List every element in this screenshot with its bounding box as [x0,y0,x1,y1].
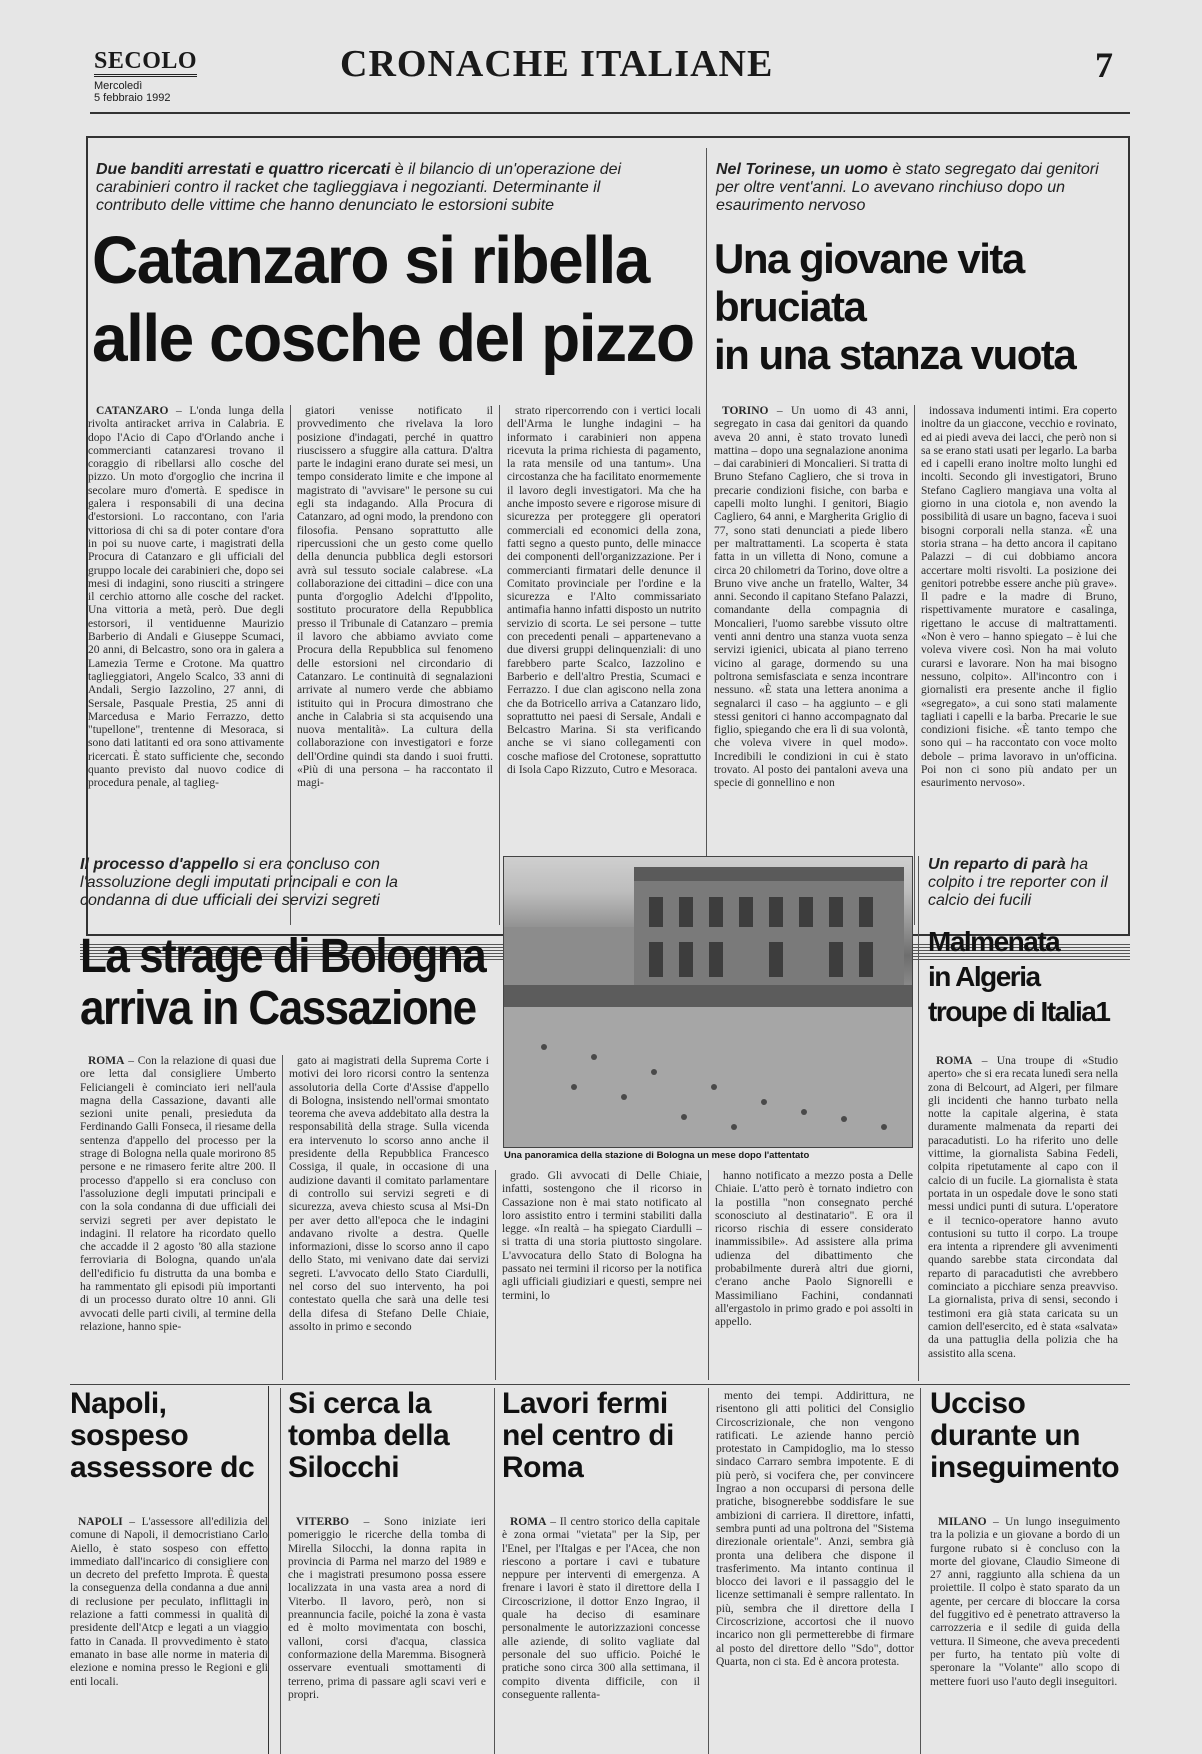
story4-headline-line1: Malmenata [928,926,1060,957]
story3-col2-text: gato ai magistrati della Suprema Corte i motivi dei loro ricorsi contro la sentenza assolutoria della Corte d'Assise d'appello di Bologna, insistendo nell'ormai smontato teorema che aveva addebitato alla destra la responsabilità della strage. Sulla vicenda era intervenuto lo scorso anno anche il presidente della Repubblica Francesco Cossiga, il quale, in occasione di una audizione davanti il comitato parlamentare di controllo sui servizi segreti e di sicurezza, aveva chiesto scusa al Msi-Dn per aver detto all'epoca che le indagini andavano rivolte a destra. Quelle informazioni, disse lo scorso anno il capo dello Stato, mi venivano date dai servizi segreti. L'avvocato dello Stato Ciardulli, nel corso del suo intervento, ha poi contestato quella che sarà una delle tesi della difesa di Stefano Delle Chiaie, assolto in primo e secondo [289,1055,489,1333]
story1-column-1 [88,405,284,925]
story2-col1-text: – Un uomo di 43 anni, segregato in casa dai genitori da quando aveva 20 anni, è stato trovato lunedì mattina – dopo una segnalazione anonima – dai carabinieri di Moncalieri. Si tratta di Bruno Stefano Cagliero, che si trova in precarie condizioni fisiche, con barba e capelli molto lunghi. I genitori, Biagio Cagliero, 64 anni, e Margherita Griglio di 77, sono stati denunciati a piede libero per maltrattamenti. La scoperta è stata fatta in un villetta di Nono, comune a circa 20 chilometri da Torino, dove oltre a Bruno vive anche un fratello, Walter, 34 anni. Secondo il capitano Stefano Palazzi, comandante della compagnia di Moncalieri, l'uomo sarebbe vissuto oltre venti anni dentro una stanza vuota senza servizi igienici, ubicata al piano terreno vicino al garage, dormendo su una poltrona semisfasciata e senza incontrare nessuno. «È stata una lettera anonima a segnalarci il caso – ha aggiunto – e gli stessi genitori ci hanno accompagnato dal figlio, spiegando che era lì di sua volontà, che voleva vivere in quel modo». Incredibili le condizioni in cui è stato trovato. Al posto dei pantaloni aveva una specie di gonnellino e non [714,405,908,790]
story4-kicker-text: ha colpito i tre reporter con il calcio dei fucili [928,856,1108,909]
brief-roma-continued [716,1390,914,1754]
story2-dateline: TORINO [722,405,769,417]
brief-roma-dateline: ROMA [510,1516,547,1528]
brief-milano-dateline: MILANO [938,1516,987,1528]
briefs-top-rule [70,1384,1130,1385]
story2-headline-line3: in una stanza vuota [714,331,1076,378]
story2-column-1 [714,405,908,925]
story4-col1-text: – Una troupe di «Studio aperto» che si era recata lunedì sera nella zona di Belcourt, ad Algeri, per filmare gli incidenti che hanno turbato nella notte la capitale algerina, è stata duramente malmenata da reparti dei paracadutisti. Lo ha riferito uno delle vittime, la giornalista Sabina Fedeli, colpita ripetutamente al capo con il calcio di un fucile. La giornalista è stata portata in un ospedale dove le sono stati messi undici punti di sutura. L'operatore e il tecnico-operatore hanno avuto contusioni su tutto il corpo. La troupe era intenta a riprendere gli avvenimenti quando sarebbe stata circondata dal reparto di paracadutisti che avrebbero cominciato a picchiare senza preavviso. La giornalista, priva di sensi, secondo i testimoni era già stata caricata su un camion dell'esercito, ed è stata «salvata» da una pattuglia della polizia che ha assistito alla scena. [928,1055,1118,1360]
column-rule [494,1388,495,1754]
story1-kicker-text: è il bilancio di un'operazione dei carabinieri contro il racket che taglieggiava i negozianti. Determinante il contributo delle vittime che hanno denunciato le estorsioni subite [96,161,622,214]
brief-milano-text: – Un lungo inseguimento tra la polizia e un giovane a bordo di un furgone rubato si è concluso con la morte del giovane, Claudio Simeone di 27 anni, raggiunto alla schiena da un proiettile. Il colpo è stato sparato da un agente, per cercare di bloccare la corsa del fuggitivo ed è penetrato attraverso la carrozzeria e il sedile di guida della vettura. Il Simeone, che aveva precedenti per furto, ha tentato più volte di speronare la "Volante" allo scopo di mettere fuori uso l'auto degli inseguitori. [930,1516,1120,1688]
story3-kicker-bold: Il processo d'appello [80,856,239,873]
story3-col4-text: hanno notificato a mezzo posta a Delle Chiaie. L'atto però è tornato indietro con la postilla "non consegnato perché sconosciuto al destinatario". E ora il ricorso rischia di essere considerato inammissibile». Ad assistere alla prima udienza del dibattimento che probabilmente durerà altri due giorni, c'erano anche Paolo Signorelli e Massimiliano Fachini, condannati all'ergastolo in primo grado e poi assolti in appello. [715,1170,913,1329]
story2-col2-text: indossava indumenti intimi. Era coperto inoltre da un giaccone, vecchio e rovinato, ed ai piedi aveva dei lacci, che però non si sa se erano stati usati per legarlo. La barba ed i capelli erano inoltre molto lunghi ed incolti. Secondo gli investigatori, Bruno Stefano Cagliero mangiava una volta al giorno in una ciotola e, non avendo la possibilità di usare un bagno, faceva i suoi bisogni corporali nella stanza. «È una storia strana – ha detto ancora il capitano Palazzi – di cui dobbiamo ancora accertare molti risvolti. La posizione dei genitori potrebbe essere anche più grave». Il padre e la madre di Bruno, rispettivamente muratore e casalinga, rigettano le accuse di maltrattamenti. «Non è vero – hanno spiegato – è lui che voleva vivere così. Non ha mai voluto curarsi e lavorare. Non ha mai bisogno nessuno, colpito». All'incontro con i giornalisti era presente anche il figlio «segregato», a cui sono stati malamente tagliati i capelli e la barba. Precarie le sue condizioni fisiche. «È tanto tempo che sono qui – ha raccontato con voce molto debole – prima lavoravo in un'officina. Poi non ci sono più andato per un esaurimento nervoso». [921,405,1117,790]
story3-dateline: ROMA [88,1055,125,1067]
column-rule [499,405,500,925]
story4-headline-line2: in Algeria [928,961,1040,992]
story1-column-2 [297,405,493,925]
masthead-rule [90,112,1130,114]
story4-divider [918,856,919,1381]
story2-column-2 [921,405,1117,925]
story4-headline-line3: troupe di Italia1 [928,996,1110,1027]
story2-headline-line1: Una giovane vita [714,235,1024,282]
story4-kicker [928,856,1118,910]
story2-kicker [716,161,1106,215]
story1-col2-text: giatori venisse notificato il provvedimento che rivelava la loro posizione d'indagati, perché in quattro riuscissero a sfuggire alla cattura. D'altra parte le indagini erano durate sei mesi, un tempo considerato limite e che impone al magistrato di "avvisare" le persone su cui egli sta indagando. Alla Procura di Catanzaro, ad ogni modo, la prendono con filosofia. Pensano soprattutto alle ripercussioni che un gesto come quello della denuncia pubblica degli estorsori avrà sul tessuto sociale calabrese. «La collaborazione dei cittadini – dice con una punta d'orgoglio Adelchi d'Ippolito, sostituto procuratore della Repubblica presso il Tribunale di Catanzaro – premia il lavoro che abbiamo avviato come Procura della Repubblica sul fenomeno delle estorsioni nel circondario di Catanzaro. Le continuità di segnalazioni arrivate al numero verde che abbiamo istituito qui in Procura dimostrano che anche in Calabria si sta acquisendo una nuova mentalità». La cultura della collaborazione con investigatori e forze dell'Ordine quindi sta dando i suoi frutti. «Più di una persona – ha raccontato il magi- [297,405,493,790]
story2-headline-line2: bruciata [714,283,866,330]
brief-napoli-dateline: NAPOLI [78,1516,123,1528]
section-title: CRONACHE ITALIANE [340,43,774,85]
column-rule [290,405,291,925]
column-rule [920,1388,921,1754]
story3-kicker-text: si era concluso con l'assoluzione degli imputati principali e con la condanna di due ufficiali dei servizi segreti [80,856,398,909]
column-rule [914,405,915,925]
photo-caption: Una panoramica della stazione di Bologna un mese dopo l'attentato [504,1150,810,1161]
brief-silocchi-text: – Sono iniziate ieri pomeriggio le ricerche della tomba di Mirella Silocchi, la donna rapita in provincia di Parma nel marzo del 1989 e che i magistrati presumono possa essere localizzata in una vasta area a nord di Viterbo. Il lavoro, però, non si preannuncia facile, poiché la zona è vasta ed è molto movimentata con boschi, valloni, corsi d'acqua, classica conformazione della Maremma. Bisognerà osservare eventuali smottamenti di terreno, prima di passare agli scavi veri e propri. [288,1516,486,1701]
brief-napoli-headline: Napoli, sospeso assessore dc [70,1387,255,1484]
brief-roma-text: – Il centro storico della capitale è zona ormai "vietata" per la Sip, per l'Enel, per l'Italgas e per l'Acea, che non riescono a portare i cavi e tubature neppure per interventi di emergenza. A frenare i lavori è stato il direttore della I Circoscrizione, il dottor Enzo Ingrao, il quale ha deciso di esaminare personalmente le autorizzazioni concesse alle aziende, di solito vagliate dal personale del suo ufficio. Poiché le pratiche sono circa 300 alla settimana, il compito diventa difficile, con il conseguente rallenta- [502,1516,700,1701]
issue-date-day: 5 febbraio 1992 [94,92,171,104]
newspaper-logo: SECOLO [94,48,197,77]
brief-roma-body [502,1516,700,1754]
story3-headline-line2: arriva in Cassazione [80,980,476,1035]
story3-col1-text: – Con la relazione di quasi due ore letta dal consigliere Umberto Feliciangeli è cominciato ieri nell'aula magna della Cassazione, davanti alle sezioni unite penali, presieduta da Ferdinando Galli Fonseca, il riesame della sentenza d'appello del processo per la strage di Bologna nella quale morirono 85 persone e ne rimasero ferite altre 200. Il processo d'appello si era concluso con l'assoluzione degli imputati principali e con la sola condanna di due ufficiali dei servizi segreti per aver depistato le indagini. Il relatore ha ricordato quello che accadde il 2 agosto '80 alla stazione ferroviaria di Bologna, quando un'ala dell'edificio fu distrutta da una bomba e ha rammentato gli episodi più importanti di un processo durato oltre 10 anni. Gli avvocati delle parti civili, al termine della relazione, hanno spie- [80,1055,276,1333]
story2-kicker-bold: Nel Torinese, un uomo [716,161,888,178]
brief-napoli-body [70,1516,268,1754]
story3-col3-text: grado. Gli avvocati di Delle Chiaie, infatti, sostengono che il ricorso in Cassazione non è mai stato notificato al loro assistito entro i termini stabiliti dalla legge. «In realtà – ha spiegato Ciardulli – si tratta di una storia piuttosto singolare. L'avvocatura dello Stato di Bologna ha passato nei termini il ricorso per la notifica agli ufficiali giudiziari e questi, sempre nei termini, lo [502,1170,702,1302]
story3-column-1 [80,1055,276,1380]
story3-column-3 [502,1170,702,1380]
story1-column-3 [507,405,701,925]
column-rule [708,1170,709,1380]
column-rule [280,1388,281,1754]
story4-column-1 [928,1055,1118,1380]
story3-column-4 [715,1170,913,1380]
brief-napoli-text: – L'assessore all'edilizia del comune di Napoli, il democristiano Carlo Aiello, è stato sospeso con effetto immediato dall'incarico di consigliere con un decreto del prefetto Improta. È questa la conseguenza della condanna a due anni di reclusione per peculato, inflittagli in relazione a fatti commessi in qualità di presidente dell'Atcp e legati a un viaggio fatto in Canada. Il provvedimento è stato emanato in base alle norme in materia di elezione e nomina presso le Regioni e gli enti locali. [70,1516,268,1688]
story1-kicker-bold: Due banditi arrestati e quattro ricercati [96,161,391,178]
story4-kicker-bold: Un reparto di parà [928,856,1066,873]
issue-date [94,80,214,104]
column-rule [282,1055,283,1380]
top-column-divider [706,148,707,922]
brief-milano-body [930,1516,1120,1754]
brief-silocchi-headline: Si cerca la tomba della Silocchi [288,1387,450,1484]
story1-dateline: CATANZARO [96,405,169,417]
brief-silocchi-body [288,1516,486,1754]
issue-date-weekday: Mercoledì [94,80,143,92]
page-number: 7 [1095,45,1113,85]
station-illustration [504,857,912,1147]
column-rule [708,1388,709,1754]
story1-col3-text: strato ripercorrendo con i vertici locali dell'Arma le lunghe indagini – ha informato i carabinieri non appena ricevuta la prima richiesta di pagamento, la rata mensile od una tantum». Una circostanza che ha facilitato enormemente il lavoro degli investigatori. Ma che ha anche imposto severe e rigorose misure di sicurezza per proteggere gli operatori commerciali ed economici della zona, fatti segno a questo punto, delle minacce dei componenti dell'organizzazione. Per i commercianti firmatari delle denunce il Comitato provinciale per l'ordine e la sicurezza e l'Alto commissariato antimafia hanno infatti disposto un nutrito servizio di scorta. Le sei persone – tutte con precedenti penali – appartenevano a due diversi gruppi delinquenziali: di uno farebbero parte Scalco, Iazzolino e Barberio e dell'altro Prestia, Scumaci e Ferrazzo. I due clan agiscono nella zona che da Botricello arriva a Catanzaro lido, soprattutto nei paesi di Sersale, Andali e Belcastro Marina. Si sta verificando anche se vi siano collegamenti con cosche mafiose del Crotonese, soprattutto di Isola Capo Rizzuto, Cutro e Mesoraca. [507,405,701,777]
brief-roma-text-continued: mento dei tempi. Addirittura, ne risentono gli atti politici del Consiglio Circoscrizionale, che non vengono ratificati. Le aziende hanno perciò protestato in Campidoglio, ma lo stesso sindaco Carraro sembra impotente. E di più però, si vocifera che, per convincere Ingrao a non occuparsi di persona delle pratiche, bisognerebbe soddisfare le sue ambizioni di carriera. Il direttore, infatti, sembra punti ad una poltrona del "Sistema direzionale orientale". Anzi, sembra già pronta una delibera che dispone il trasferimento. Ma intanto continua il blocco dei lavori e il passaggio del le licenze settimanali è sempre rallentato. In più, sembra che il direttore della I Circoscrizione, accortosi che il nuovo incarico non gli permetterebbe di firmare al posto del direttore dello "Sdo", dottor Quarta, non ci sta. Ed è ancora protesta. [716,1390,914,1668]
story4-dateline: ROMA [936,1055,973,1067]
story3-headline-line1: La strage di Bologna [80,928,486,983]
column-rule [495,1170,496,1380]
story3-column-2 [289,1055,489,1380]
story1-headline-line2: alle cosche del pizzo [92,299,694,376]
story2-kicker-text: è stato segregato dai genitori per oltre vent'anni. Lo avevano rinchiuso dopo un esaurimento nervoso [716,161,1099,214]
story1-col1-text: – L'onda lunga della rivolta antiracket arriva in Calabria. E dopo l'Acio di Capo d'Orlando anche i commercianti catanzaresi trovano il coraggio di ribellarsi allo cosche del pizzo. Un moto d'orgoglio che incrina il secolare muro d'omertà. E spedisce in galera i responsabili di una decina d'estorsioni. Lo raccontano, con l'aria vittoriosa di chi sa di poter contare d'ora in poi su nuove carte, i magistrati della Procura di Catanzaro e gli ufficiali del gruppo locale dei carabinieri che, dopo sei mesi di indagini, sono riusciti a stringere il cerchio attorno alle cosche del racket. Una vittoria a metà, però. Due degli estorsori, il ventiduenne Maurizio Barberio di Andali e Giuseppe Scumaci, 20 anni, di Belcastro, sono ora in galera a Lamezia Terme e Crotone. Ma quattro taglieggiatori, Angelo Scalco, 33 anni di Andali, Sergio Iazzolino, 27 anni, di Sersale, Pasquale Prestia, 25 anni di Marcedusa e Mario Ferrazzo, detto "tupellone", trentenne di Mesoraca, si sono dati latitanti ed ora sono attivamente ricercati. È stato sufficiente che, secondo quanto previsto dal nuovo codice di procedura penale, al taglieg- [88,405,284,790]
story1-kicker [96,161,656,215]
brief-silocchi-dateline: VITERBO [296,1516,350,1528]
brief-milano-headline: Ucciso durante un inseguimento [930,1387,1120,1484]
story1-headline-line1: Catanzaro si ribella [92,221,649,298]
brief-roma-headline: Lavori fermi nel centro di Roma [502,1387,674,1484]
story3-kicker [80,856,440,910]
bologna-station-photo [503,856,913,1148]
